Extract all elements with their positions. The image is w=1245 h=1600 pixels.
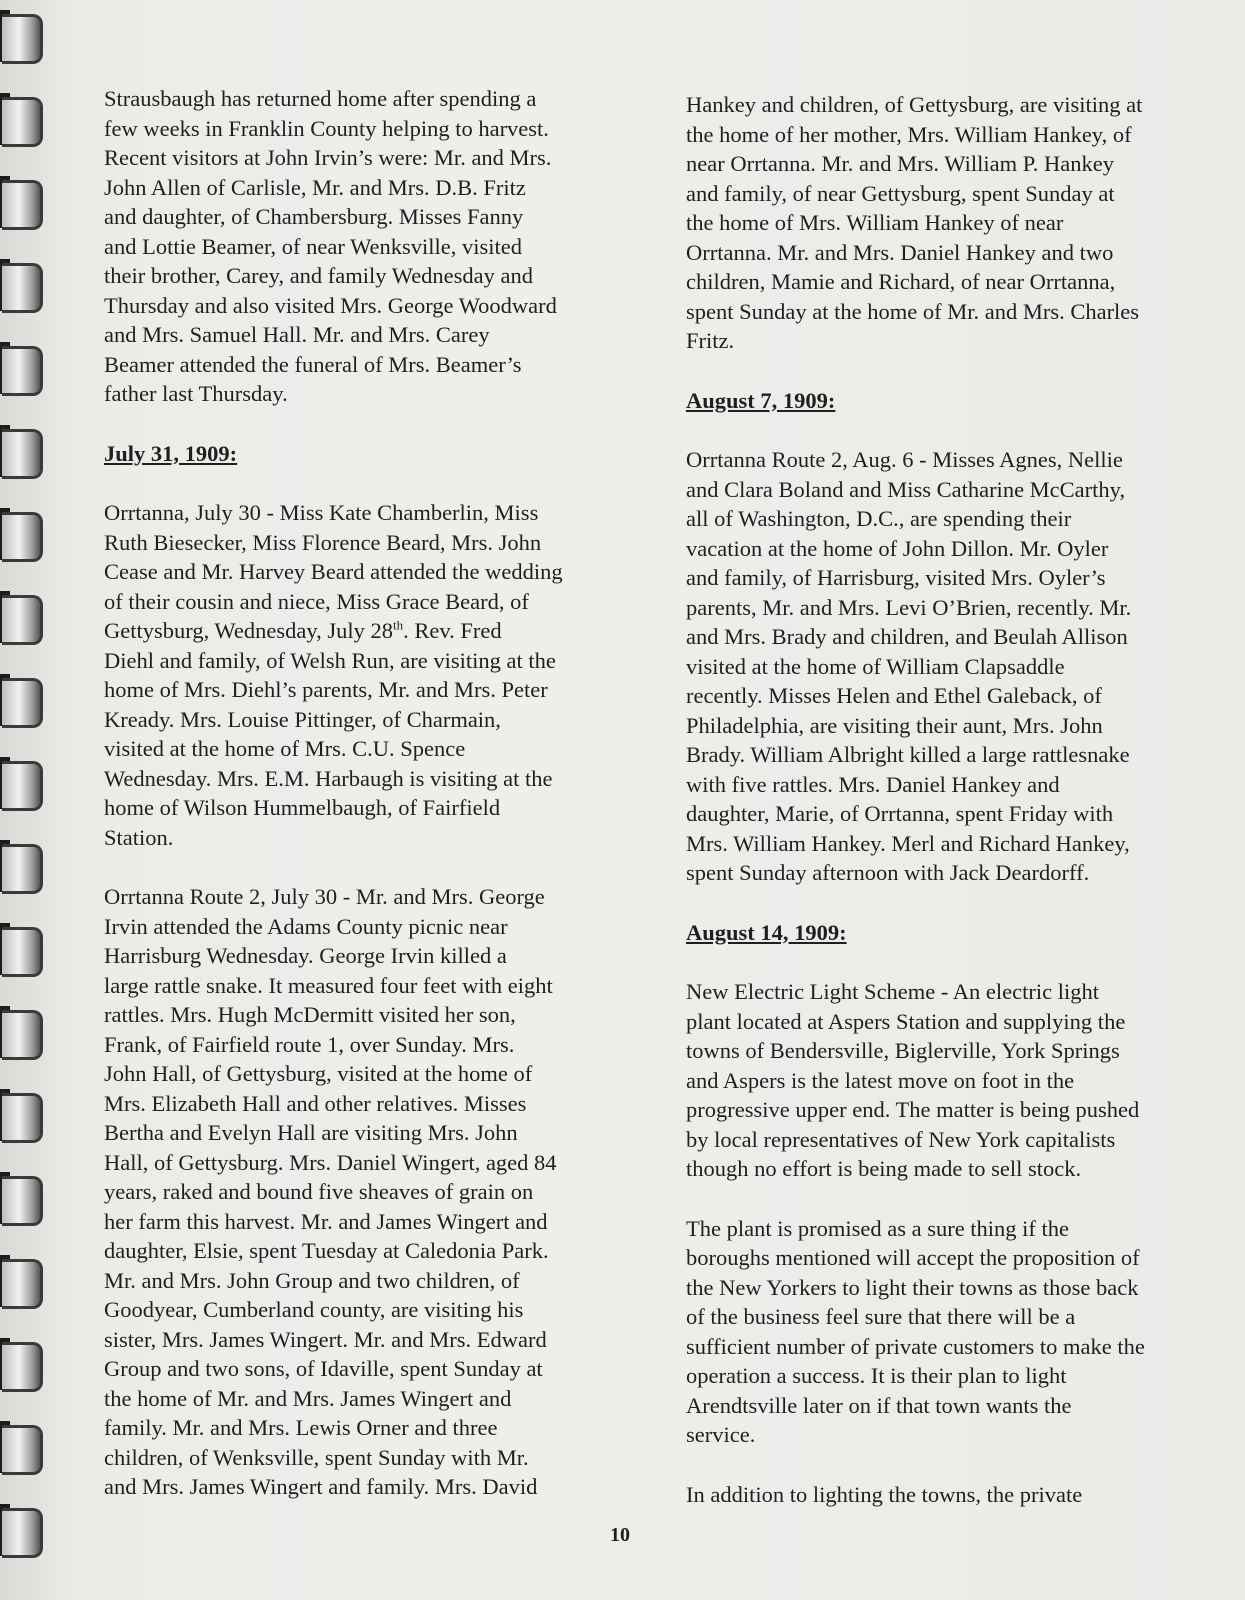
paragraph: [104, 498, 634, 852]
binding-ring: [0, 1172, 48, 1224]
binding-ring: [0, 591, 48, 643]
paragraph-text-a: Orrtanna, July 30 - Miss Kate Chamberlin, Miss Ruth Biesecker, Miss Florence Beard, Mrs. John Cease and Mr. Harvey Beard attended the wedding of their cousin and niece, Miss Grace Beard, of Gettysburg, Wednesday, July 28: [104, 500, 563, 643]
spiral-binding: [0, 0, 56, 1600]
binding-ring: [0, 176, 48, 228]
binding-ring: [0, 93, 48, 145]
binding-ring: [0, 1089, 48, 1141]
paragraph: The plant is promised as a sure thing if the boroughs mentioned will accept the proposition of the New Yorkers to light their towns as those back of the business feel sure that there will be a sufficient number of private customers to make the operation a success. It is their plan to light Arendtsville later on if that town wants the service.: [686, 1215, 1145, 1447]
paragraph-text-b: . Rev. Fred Diehl and family, of Welsh Run, are visiting at the home of Mrs. Diehl’s parents, Mr. and Mrs. Peter Kready. Mrs. Louise Pittinger, of Charmain, visited at the home of Mrs. C.U. Spence Wednesday. Mrs. E.M. Harbaugh is visiting at the home of Wilson Hummelbaugh, of Fairfield Station.: [104, 618, 556, 850]
paragraph: In addition to lighting the towns, the private: [686, 1481, 1083, 1507]
paragraph: Strausbaugh has returned home after spending a few weeks in Franklin County helping to harvest. Recent visitors at John Irvin’s were: Mr. and Mrs. John Allen of Carlisle, Mr. and Mrs. D.B. Fritz and daughter, of Chambersburg. Misses Fanny and Lottie Beamer, of near Wenksville, visited their brother, Carey, and family Wednesday and Thursday and also visited Mrs. George Woodward and Mrs. Samuel Hall. Mr. and Mrs. Carey Beamer attended the funeral of Mrs. Beamer’s father last Thursday.: [104, 86, 557, 406]
right-column: [686, 90, 1226, 1509]
binding-ring: [0, 10, 48, 62]
paragraph: New Electric Light Scheme - An electric light plant located at Aspers Station and supplying the towns of Bendersville, Biglerville, York Springs and Aspers is the latest move on foot in the progressive upper end. The matter is being pushed by local representatives of New York capitalists though no effort is being made to sell stock.: [686, 979, 1140, 1181]
binding-ring: [0, 840, 48, 892]
section-heading-july-31: July 31, 1909:: [104, 440, 238, 466]
binding-ring: [0, 1006, 48, 1058]
binding-ring: [0, 923, 48, 975]
binding-ring: [0, 1255, 48, 1307]
binding-ring: [0, 342, 48, 394]
binding-ring: [0, 508, 48, 560]
binding-ring: [0, 674, 48, 726]
section-heading-august-7: August 7, 1909:: [686, 387, 836, 413]
paragraph: Orrtanna Route 2, Aug. 6 - Misses Agnes, Nellie and Clara Boland and Miss Catharine McCarthy, all of Washington, D.C., are spending their vacation at the home of John Dillon. Mr. Oyler and family, of Harrisburg, visited Mrs. Oyler’s parents, Mr. and Mrs. Levi O’Brien, recently. Mr. and Mrs. Brady and children, and Beulah Allison visited at the home of William Clapsaddle recently. Misses Helen and Ethel Galeback, of Philadelphia, are visiting their aunt, Mrs. John Brady. William Albright killed a large rattlesnake with five rattles. Mrs. Daniel Hankey and daughter, Marie, of Orrtanna, spent Friday with Mrs. William Hankey. Merl and Richard Hankey, spent Sunday afternoon with Jack Deardorff.: [686, 447, 1132, 885]
binding-ring: [0, 425, 48, 477]
left-column: [104, 84, 634, 1502]
superscript: th: [393, 617, 404, 633]
binding-ring: [0, 1338, 48, 1390]
paragraph: Hankey and children, of Gettysburg, are visiting at the home of her mother, Mrs. William Hankey, of near Orrtanna. Mr. and Mrs. William P. Hankey and family, of near Gettysburg, spent Sunday at the home of Mrs. William Hankey of near Orrtanna. Mr. and Mrs. Daniel Hankey and two children, Mamie and Richard, of near Orrtanna, spent Sunday at the home of Mr. and Mrs. Charles Fritz.: [686, 92, 1143, 353]
binding-ring: [0, 757, 48, 809]
paragraph: Orrtanna Route 2, July 30 - Mr. and Mrs. George Irvin attended the Adams County picnic near Harrisburg Wednesday. George Irvin killed a large rattle snake. It measured four feet with eight rattles. Mrs. Hugh McDermitt visited her son, Frank, of Fairfield route 1, over Sunday. Mrs. John Hall, of Gettysburg, visited at the home of Mrs. Elizabeth Hall and other relatives. Misses Bertha and Evelyn Hall are visiting Mrs. John Hall, of Gettysburg. Mrs. Daniel Wingert, aged 84 years, raked and bound five sheaves of grain on her farm this harvest. Mr. and James Wingert and daughter, Elsie, spent Tuesday at Caledonia Park. Mr. and Mrs. John Group and two children, of Goodyear, Cumberland county, are visiting his sister, Mrs. James Wingert. Mr. and Mrs. Edward Group and two sons, of Idaville, spent Sunday at the home of Mr. and Mrs. James Wingert and family. Mr. and Mrs. Lewis Orner and three children, of Wenksville, spent Sunday with Mr. and Mrs. James Wingert and family. Mrs. David: [104, 884, 557, 1499]
section-heading-august-14: August 14, 1909:: [686, 919, 847, 945]
page-number: 10: [610, 1524, 630, 1546]
binding-ring: [0, 1421, 48, 1473]
binding-ring: [0, 1504, 48, 1556]
binding-ring: [0, 259, 48, 311]
